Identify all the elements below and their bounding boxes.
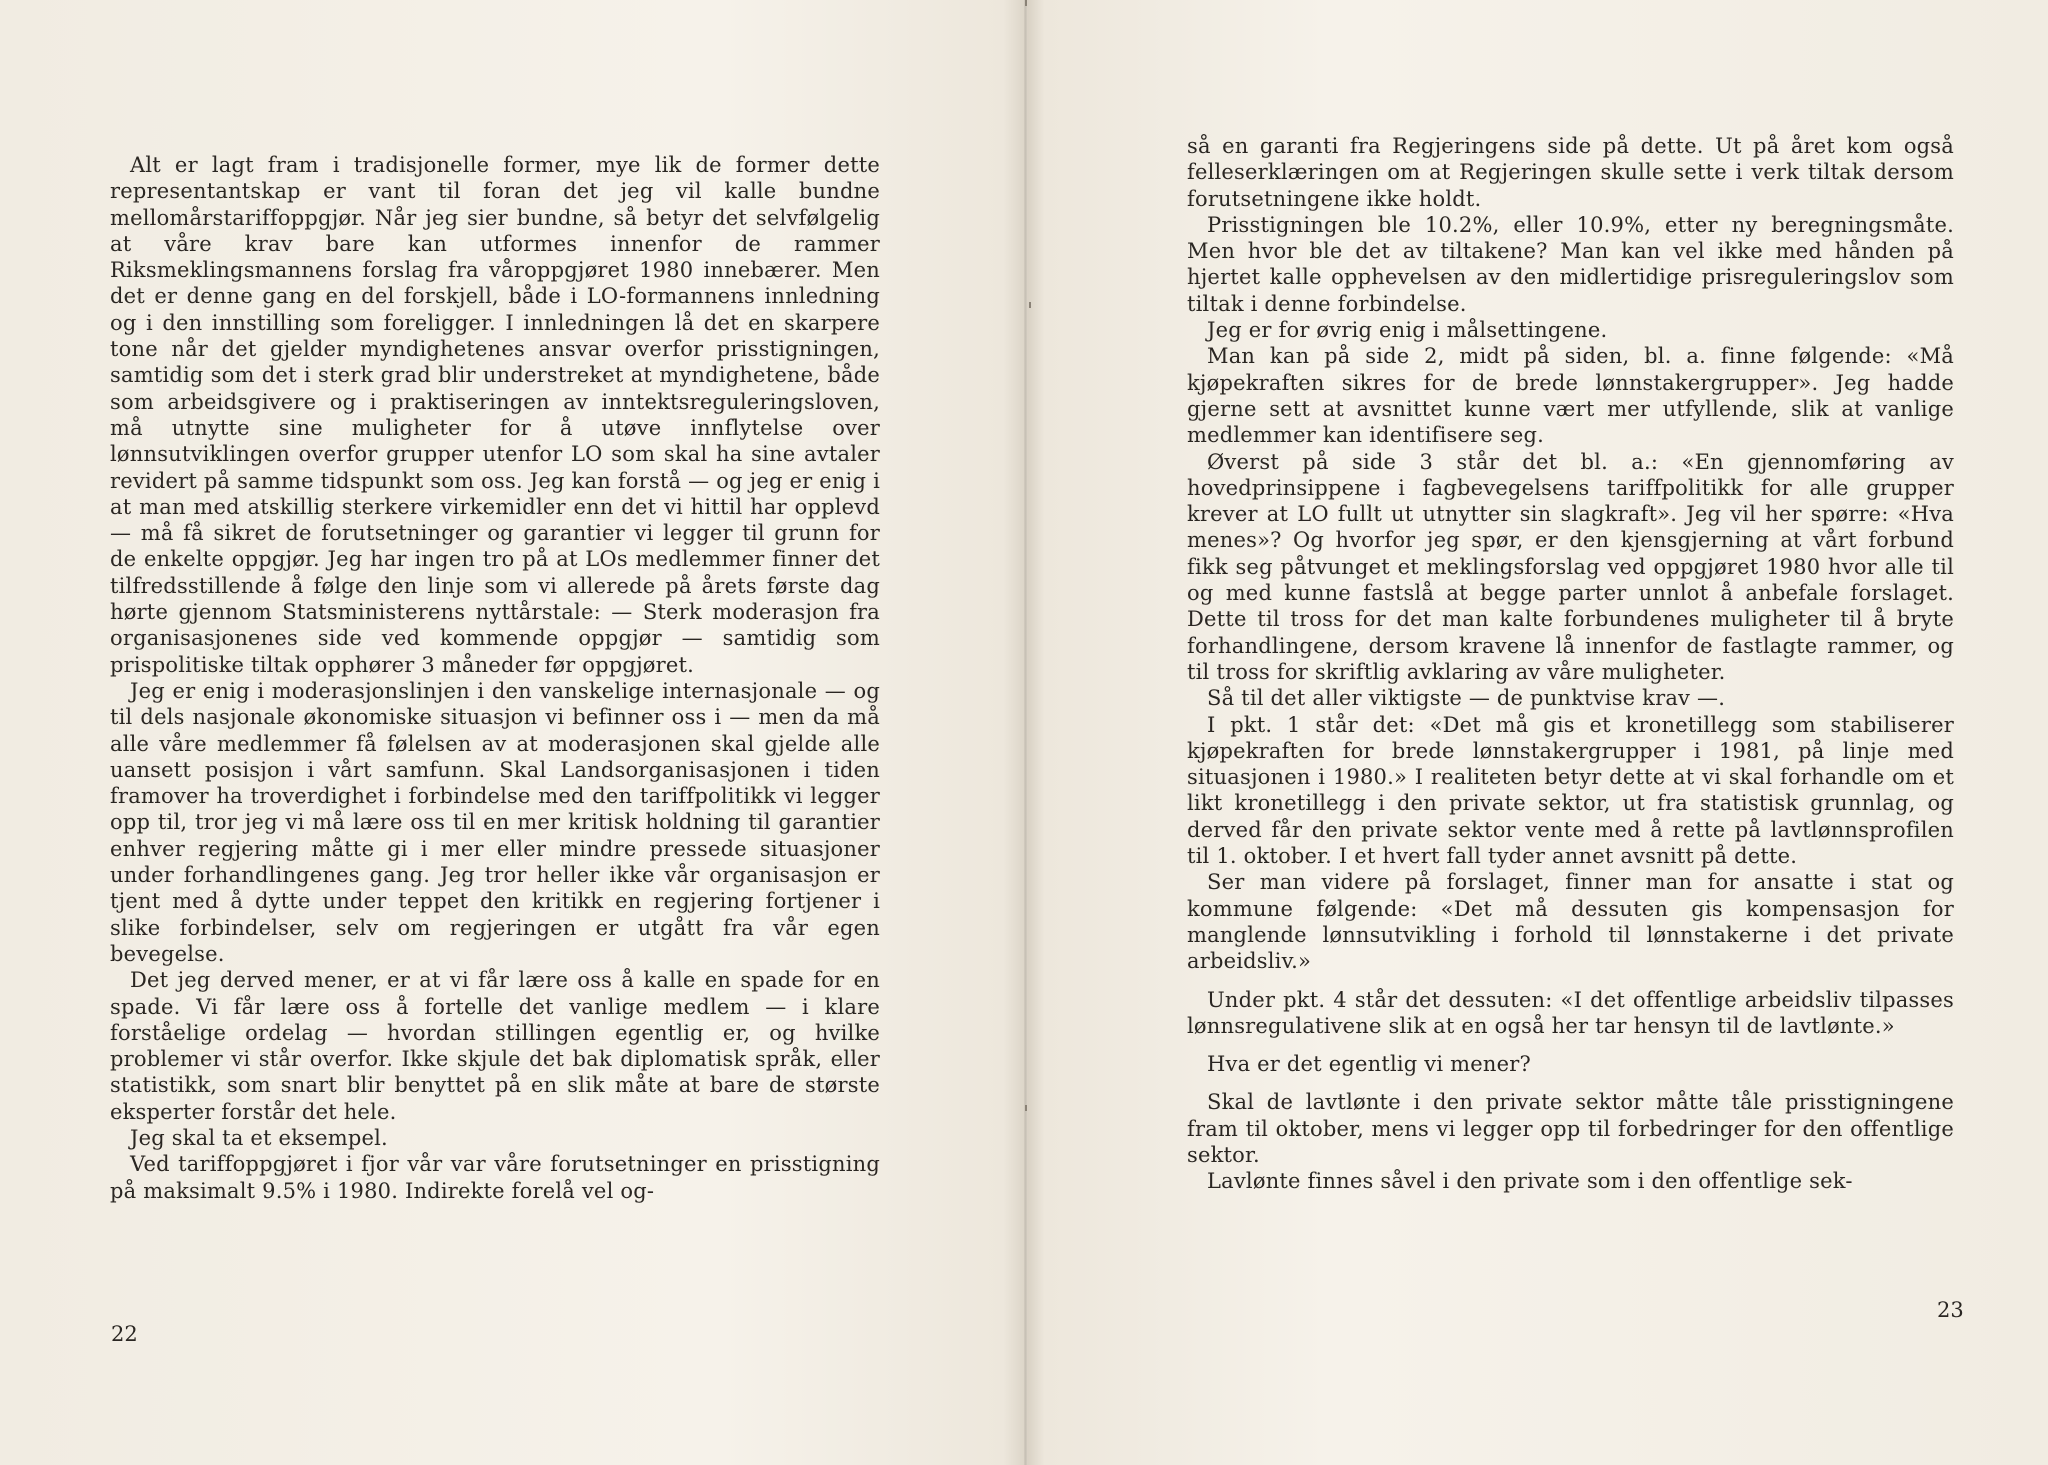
left-page-text xyxy=(110,152,880,1204)
left-paragraph-3: Det jeg derved mener, er at vi får lære oss å kalle en spade for en spade. Vi får lære oss å fortelle det vanlige medlem — i klare forståelige ordelag — hvordan stillingen egentlig er, og hvilke problemer vi står overfor. Ikke skjule det bak diplomatisk språk, eller statistikk, som snart blir benyttet på en slik måte at bare de største eksperter forstår det hele. xyxy=(110,968,880,1124)
right-paragraph-3: Jeg er for øvrig enig i målsettingene. xyxy=(1207,318,1608,343)
left-paragraph-2: Jeg er enig i moderasjonslinjen i den vanskelige internasjonale — og til dels nasjonale økonomiske situasjon vi befinner oss i — men da må alle våre medlemmer få følelsen av at moderasjonen skal gjelde alle uansett posisjon i vårt samfunn. Skal Landsorganisasjonen i tiden framover ha troverdighet i forbindelse med den tariffpolitikk vi legger opp til, tror jeg vi må lære oss til en mer kritisk holdning til garantier enhver regjering måtte gi i mer eller mindre pressede situasjoner under forhandlingenes gang. Jeg tror heller ikke vår organisasjon er tjent med å dytte under teppet den kritikk en regjering fortjener i slike forbindelser, selv om regjeringen er utgått fra vår egen bevegelse. xyxy=(110,678,880,966)
left-page-number: 22 xyxy=(111,1322,138,1346)
left-paragraph-1: Alt er lagt fram i tradisjonelle former, mye lik de former dette representantskap er vant til foran det jeg vil kalle bundne mellomårstariffoppgjør. Når jeg sier bundne, så betyr det selvfølgelig at våre krav bare kan utformes innenfor de rammer Riksmeklingsmannens forslag fra våroppgjøret 1980 innebærer. Men det er denne gang en del forskjell, både i LO-formannens innledning og i den innstilling som foreligger. I innledningen lå det en skarpere tone når det gjelder myndighetenes ansvar overfor prisstigningen, samtidig som det i sterk grad blir understreket at myndighetene, både som arbeidsgivere og i praktiseringen av inntektsreguleringsloven, må utnytte sine muligheter for å utøve innflytelse over lønnsutviklingen overfor grupper utenfor LO som skal ha sine avtaler revidert på samme tidspunkt som oss. Jeg kan forstå — og jeg er enig i at man med atskillig sterkere virkemidler enn det vi hittil har opplevd — må få sikret de forutsetninger og garantier vi legger til grunn for de enkelte oppgjør. Jeg har ingen tro på at LOs medlemmer finner det tilfredsstillende å følge den linje som vi allerede på årets første dag hørte gjennom Statsministerens nyttårstale: — Sterk moderasjon fra organisasjonenes side ved kommende oppgjør — samtidig som prispolitiske tiltak opphører 3 måneder før oppgjøret. xyxy=(110,153,880,677)
right-paragraph-7: I pkt. 1 står det: «Det må gis et kronetillegg som stabiliserer kjøpekraften for brede lønnstakergrupper i 1981, på linje med situasjonen i 1980.» I realiteten betyr dette at vi skal forhandle om et likt kronetillegg i den private sektor, ut fra statistisk grunnlag, og derved får den private sektor vente med å rette på lavtlønnsprofilen til 1. oktober. I et hvert fall tyder annet avsnitt på dette. xyxy=(1187,712,1954,869)
right-page-text xyxy=(1187,133,1954,1195)
right-paragraph-1: så en garanti fra Regjeringens side på dette. Ut på året kom også felleserklæringen om at Regjeringen skulle sette i verk tiltak dersom forutsetningene ikke holdt. xyxy=(1187,134,1954,211)
left-paragraph-4: Jeg skal ta et eksempel. xyxy=(130,1125,388,1150)
right-paragraph-2: Prisstigningen ble 10.2%, eller 10.9%, etter ny beregningsmåte. Men hvor ble det av tiltakene? Man kan vel ikke med hånden på hjertet kalle opphevelsen av den midlertidige prisreguleringslov som tiltak i denne forbindelse. xyxy=(1187,212,1954,316)
left-paragraph-5: Ved tariffoppgjøret i fjor vår var våre forutsetninger en prisstigning på maksimalt 9.5% i 1980. Indirekte forelå vel og- xyxy=(110,1152,880,1203)
right-page-number: 23 xyxy=(1937,1298,1964,1322)
right-paragraph-12: Lavlønte finnes såvel i den private som i den offentlige sek- xyxy=(1207,1169,1853,1194)
right-paragraph-8: Ser man videre på forslaget, finner man for ansatte i stat og kommune følgende: «Det må dessuten gis kompensasjon for manglende lønnsutvikling i forhold til lønnstakerne i det private arbeidsliv.» xyxy=(1187,870,1954,974)
right-paragraph-6: Så til det aller viktigste — de punktvise krav —. xyxy=(1207,686,1726,711)
right-paragraph-9: Under pkt. 4 står det dessuten: «I det offentlige arbeidsliv tilpasses lønnsregulativene slik at en også her tar hensyn til de lavtlønte.» xyxy=(1187,987,1954,1038)
right-paragraph-4: Man kan på side 2, midt på siden, bl. a. finne følgende: «Må kjøpekraften sikres for de brede lønnstakergrupper». Jeg hadde gjerne sett at avsnittet kunne vært mer utfyllende, slik at vanlige medlemmer kan identifisere seg. xyxy=(1187,344,1954,448)
binding-mark-lower xyxy=(1025,1105,1027,1111)
right-paragraph-10: Hva er det egentlig vi mener? xyxy=(1207,1052,1531,1077)
binding-mark-middle xyxy=(1029,302,1031,308)
binding-mark-top xyxy=(1025,0,1027,6)
right-paragraph-5: Øverst på side 3 står det bl. a.: «En gjennomføring av hovedprinsippene i fagbevegelsens tariffpolitikk for alle grupper krever at LO fullt ut utnytter sin slagkraft». Jeg vil her spørre: «Hva menes»? Og hvorfor jeg spør, er den kjensgjerning at vårt forbund fikk seg påtvunget et meklingsforslag ved oppgjøret 1980 hvor alle til og med kunne fastslå at begge parter unnlot å anbefale forslaget. Dette til tross for det man kalte forbundenes muligheter til å bryte forhandlingene, dersom kravene lå innenfor de fastlagte rammer, og til tross for skriftlig avklaring av våre muligheter. xyxy=(1187,449,1954,684)
right-page xyxy=(1024,0,2048,1465)
right-paragraph-11: Skal de lavtlønte i den private sektor måtte tåle prisstigningene fram til oktober, mens vi legger opp til forbedringer for den offentlige sektor. xyxy=(1187,1090,1954,1167)
